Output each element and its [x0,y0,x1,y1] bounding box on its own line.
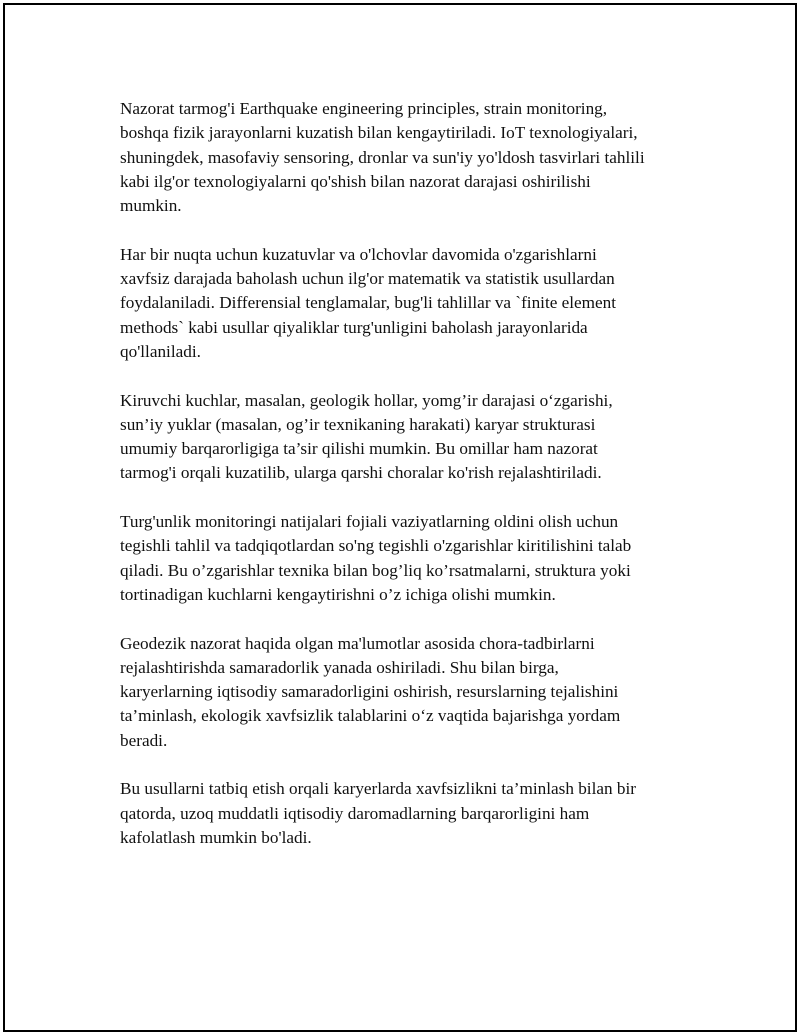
paragraph-5: Geodezik nazorat haqida olgan ma'lumotlar asosida chora-tadbirlarni rejalashtirishda samaradorlik yanada oshiriladi. Shu bilan birga, karyerlarning iqtisodiy samaradorligini oshirish, resurslarning tejalishini ta’minlash, ekologik xavfsizlik talablarini o‘z vaqtida bajarishga yordam beradi. [120,633,621,750]
paragraph-2: Har bir nuqta uchun kuzatuvlar va o'lchovlar davomida o'zgarishlarni xavfsiz darajada baholash uchun ilg'or matematik va statistik usullardan foydalaniladi. Differensial tenglamalar, bug'li tahlillar va `finite element methods` kabi usullar qiyaliklar turg'unligini baholash jarayonlarida qo'llaniladi. [120,244,617,361]
document-page [3,3,797,1032]
paragraph-6: Bu usullarni tatbiq etish orqali karyerlarda xavfsizlikni ta’minlash bilan bir qatorda, uzoq muddatli iqtisodiy daromadlarning barqarorligini ham kafolatlash mumkin bo'ladi. [120,779,636,847]
paragraph-4: Turg'unlik monitoringi natijalari fojiali vaziyatlarning oldini olish uchun tegishli tahlil va tadqiqotlardan so'ng tegishli o'zgarishlar kiritilishini talab qiladi. Bu o’zgarishlar texnika bilan bog’liq ko’rsatmalarni, struktura yoki tortinadigan kuchlarni kengaytirishni o’z ichiga olishi mumkin. [120,512,632,604]
paragraph-3: Kiruvchi kuchlar, masalan, geologik hollar, yomg’ir darajasi o‘zgarishi, sun’iy yuklar (masalan, og’ir texnikaning harakati) karyar strukturasi umumiy barqarorligiga ta’sir qilishi mumkin. Bu omillar ham nazorat tarmog'i orqali kuzatilib, ularga qarshi choralar ko'rish rejalashtiriladi. [120,390,613,483]
document-body [120,97,700,875]
paragraph-1: Nazorat tarmog'i Earthquake engineering principles, strain monitoring, boshqa fizik jarayonlarni kuzatish bilan kengaytiriladi. IoT texnologiyalari, shuningdek, masofaviy sensoring, dronlar va sun'iy yo'ldosh tasvirlari tahlili kabi ilg'or texnologiyalarni qo'shish bilan nazorat darajasi oshirilishi mumkin. [120,99,645,216]
